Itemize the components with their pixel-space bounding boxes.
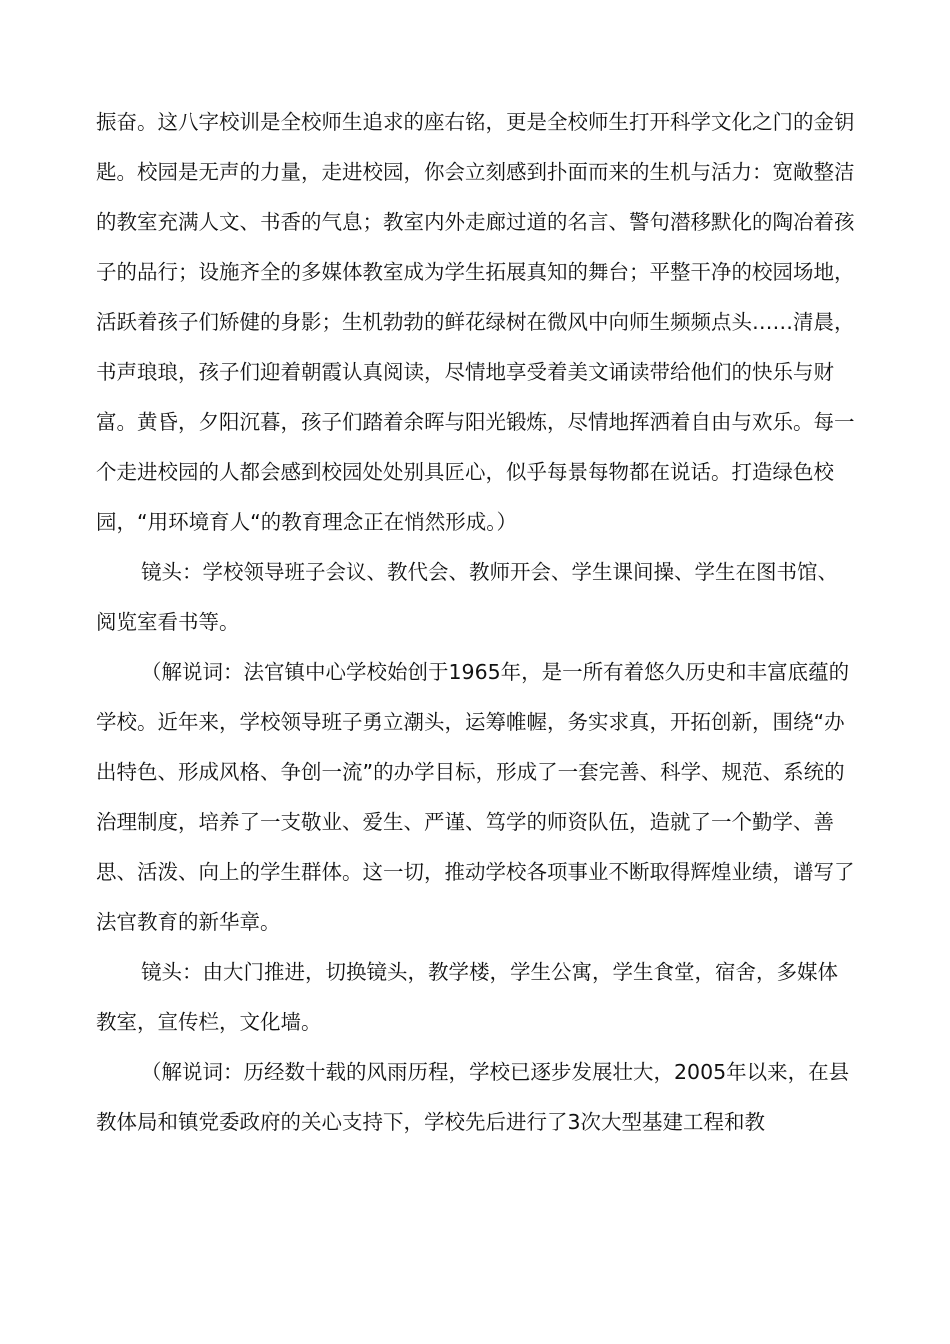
paragraph-narration-history: （解说词：法官镇中心学校始创于1965年，是一所有着悠久历史和丰富底蕴的学校。近年来，学校领导班子勇立潮头，运筹帷幄，务实求真，开拓创新，围绕“办出特色、形成风格、争创一流”的办学目标，形成了一套完善、科学、规范、系统的治理制度，培养了一支敬业、爱生、严谨、笃学的师资队伍，造就了一个勤学、善思、活泼、向上的学生群体。这一切，推动学校各项事业不断取得辉煌业绩，谱写了法官教育的新华章。 bbox=[96, 660, 855, 934]
paragraph-narration-development: （解说词：历经数十载的风雨历程，学校已逐步发展壮大，2005年以来，在县教体局和镇党委政府的关心支持下，学校先后进行了3次大型基建工程和教 bbox=[96, 1060, 850, 1134]
paragraph-campus-description: 振奋。这八字校训是全校师生追求的座右铭，更是全校师生打开科学文化之门的金钥匙。校园是无声的力量，走进校园，你会立刻感到扑面而来的生机与活力：宽敞整洁的教室充满人文、书香的气息；教室内外走廊过道的名言、警句潜移默化的陶冶着孩子的品行；设施齐全的多媒体教室成为学生拓展真知的舞台；平整干净的校园场地，活跃着孩子们矫健的身影；生机勃勃的鲜花绿树在微风中向师生频频点头……清晨，书声琅琅，孩子们迎着朝霞认真阅读，尽情地享受着美文诵读带给他们的快乐与财富。黄昏，夕阳沉暮，孩子们踏着余晖与阳光锻炼，尽情地挥洒着自由与欢乐。每一个走进校园的人都会感到校园处处别具匠心，似乎每景每物都在说话。打造绿色校园，“用环境育人“的教育理念正在悄然形成。） bbox=[96, 110, 855, 534]
document-body bbox=[96, 97, 856, 1147]
paragraph-shot-meetings: 镜头：学校领导班子会议、教代会、教师开会、学生课间操、学生在图书馆、阅览室看书等。 bbox=[96, 560, 838, 634]
paragraph-shot-buildings: 镜头：由大门推进，切换镜头，教学楼，学生公寓，学生食堂，宿舍，多媒体教室，宣传栏，文化墙。 bbox=[96, 960, 838, 1034]
